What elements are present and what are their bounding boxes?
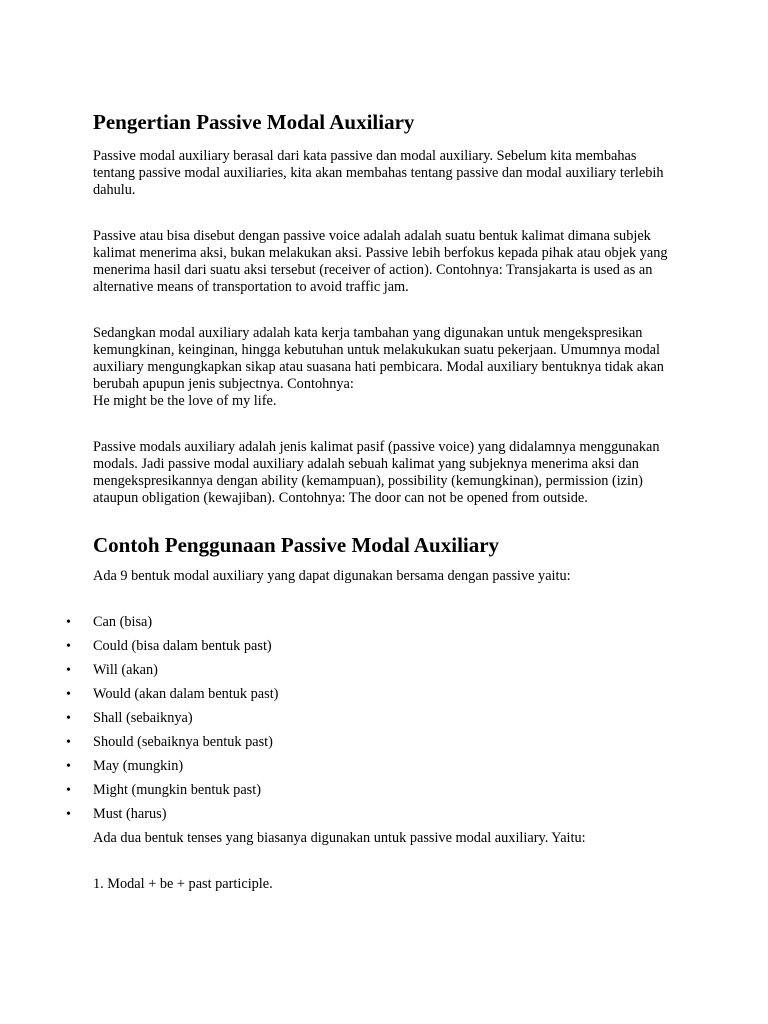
list-item-label: Will (akan) xyxy=(93,662,158,678)
spacer xyxy=(93,507,678,531)
bullet-icon: • xyxy=(66,687,71,702)
list-item-label: Should (sebaiknya bentuk past) xyxy=(93,734,273,750)
paragraph-modal-example: He might be the love of my life. xyxy=(93,393,277,409)
list-item-label: Can (bisa) xyxy=(93,614,153,630)
list-item xyxy=(66,686,678,710)
list-item-label: Must (harus) xyxy=(93,806,167,822)
spacer xyxy=(93,847,678,876)
paragraph-modal-definition: Sedangkan modal auxiliary adalah kata kerja tambahan yang digunakan untuk mengekspresikan kemungkinan, keinginan, hingga kebutuhan untuk melakukukan suatu pekerjaan. Umumnya modal auxiliary mengungkapkan sikap atau suasana hati pembicara. Modal auxiliary bentuknya tidak akan berubah apupun jenis subjectnya. Contohnya: xyxy=(93,325,664,392)
bullet-icon: • xyxy=(66,663,71,678)
list-item xyxy=(66,782,678,806)
paragraph-tense-1: 1. Modal + be + past participle. xyxy=(93,876,273,892)
paragraph-passive-definition: Passive atau bisa disebut dengan passive voice adalah adalah suatu bentuk kalimat dimana subjek kalimat menerima aksi, bukan melakukan aksi. Passive lebih berfokus kepada pihak atau objek yang menerima hasil dari suatu aksi tersebut (receiver of action). Contohnya: Transjakarta is used as an alternative means of transportation to avoid traffic jam. xyxy=(93,228,668,295)
spacer xyxy=(93,410,678,439)
list-item-label: Might (mungkin bentuk past) xyxy=(93,782,261,798)
list-item-label: May (mungkin) xyxy=(93,758,184,774)
spacer xyxy=(93,559,678,568)
bullet-icon: • xyxy=(66,615,71,630)
bullet-icon: • xyxy=(66,735,71,750)
bullet-icon: • xyxy=(66,783,71,798)
bullet-icon: • xyxy=(66,711,71,726)
spacer xyxy=(93,585,678,614)
spacer xyxy=(93,199,678,228)
modal-list xyxy=(66,614,678,823)
paragraph-modal-count: Ada 9 bentuk modal auxiliary yang dapat digunakan bersama dengan passive yaitu: xyxy=(93,568,571,584)
list-item xyxy=(66,614,678,638)
paragraph-passive-modal-definition: Passive modals auxiliary adalah jenis kalimat pasif (passive voice) yang didalamnya menggunakan modals. Jadi passive modal auxiliary adalah sebuah kalimat yang subjeknya menerima aksi dan mengekspresikannya dengan ability (kemampuan), possibility (kemungkinan), permission (izin) ataupun obligation (kewajiban). Contohnya: The door can not be opened from outside. xyxy=(93,439,660,506)
list-item xyxy=(66,638,678,662)
paragraph-intro: Passive modal auxiliary berasal dari kata passive dan modal auxiliary. Sebelum kita membahas tentang passive modal auxiliaries, kita akan membahas tentang passive dan modal auxiliary terlebih dahulu. xyxy=(93,148,664,198)
section-2-title: Contoh Penggunaan Passive Modal Auxiliary xyxy=(93,533,500,557)
bullet-icon: • xyxy=(66,759,71,774)
spacer xyxy=(93,296,678,325)
list-item-label: Shall (sebaiknya) xyxy=(93,710,193,726)
list-item xyxy=(66,734,678,758)
bullet-icon: • xyxy=(66,807,71,822)
list-item xyxy=(66,758,678,782)
paragraph-tenses-intro: Ada dua bentuk tenses yang biasanya digunakan untuk passive modal auxiliary. Yaitu: xyxy=(93,830,586,846)
document-content xyxy=(66,108,678,893)
section-1-title: Pengertian Passive Modal Auxiliary xyxy=(93,110,415,134)
spacer xyxy=(93,823,678,830)
list-item-label: Could (bisa dalam bentuk past) xyxy=(93,638,272,654)
bullet-icon: • xyxy=(66,639,71,654)
list-item xyxy=(66,806,678,823)
section-1-heading-wrap xyxy=(93,108,678,148)
list-item-label: Would (akan dalam bentuk past) xyxy=(93,686,279,702)
list-item xyxy=(66,662,678,686)
list-item xyxy=(66,710,678,734)
